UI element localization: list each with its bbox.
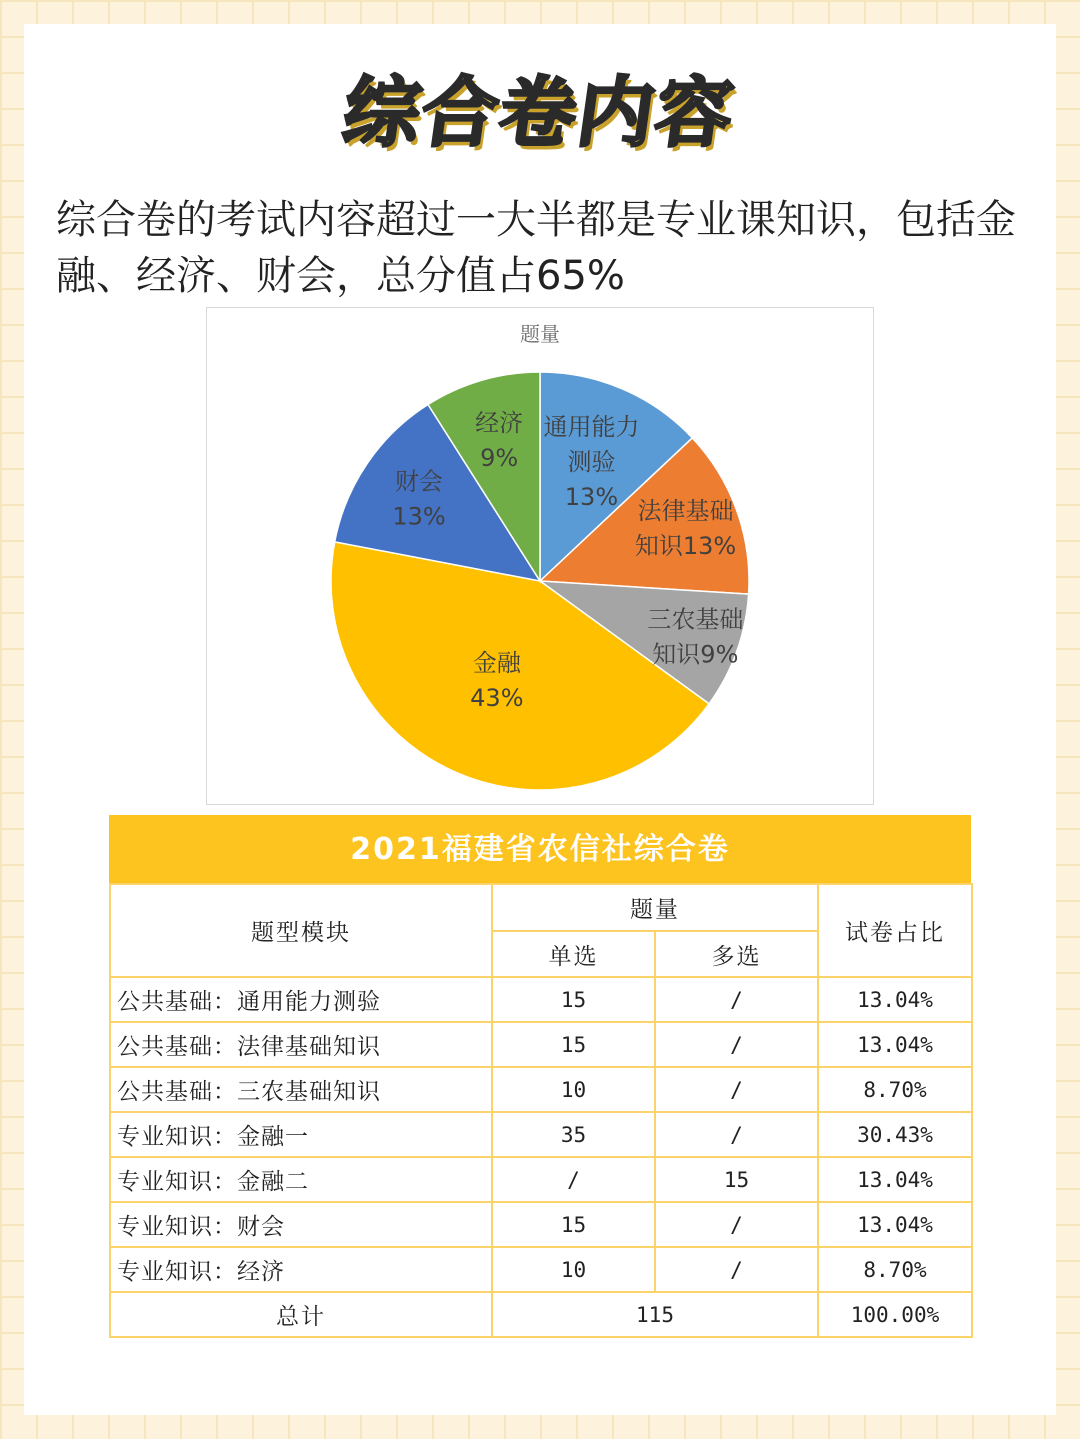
summary-table	[109, 815, 971, 1338]
total-label: 总计	[110, 1292, 492, 1337]
table-row	[110, 1202, 972, 1247]
slice-label: 金融 43%	[470, 649, 524, 713]
header-multi: 多选	[655, 931, 818, 977]
row-multi: /	[655, 1247, 818, 1292]
header-module: 题型模块	[110, 884, 492, 977]
row-multi: 15	[655, 1157, 818, 1202]
row-multi: /	[655, 1202, 818, 1247]
row-ratio: 30.43%	[818, 1112, 972, 1157]
table-body	[110, 977, 972, 1337]
slice-label: 法律基础知识13%	[634, 497, 737, 561]
table-row	[110, 1067, 972, 1112]
row-ratio: 13.04%	[818, 1157, 972, 1202]
row-ratio: 13.04%	[818, 1202, 972, 1247]
row-multi: /	[655, 1022, 818, 1067]
row-ratio: 8.70%	[818, 1067, 972, 1112]
header-count: 题量	[492, 884, 818, 931]
table-row	[110, 1247, 972, 1292]
table-title: 2021福建省农信社综合卷	[109, 815, 971, 883]
row-single: 15	[492, 1022, 655, 1067]
intro-text: 综合卷的考试内容超过一大半都是专业课知识，包括金融、经济、财会，总分值占65%	[56, 197, 1016, 299]
pie-slices	[331, 372, 749, 790]
row-name: 专业知识：金融二	[110, 1157, 492, 1202]
table-row	[110, 1157, 972, 1202]
page-title: 综合卷内容	[337, 68, 741, 157]
row-single: 35	[492, 1112, 655, 1157]
slice-label: 三农基础知识9%	[647, 605, 744, 669]
row-name: 专业知识：财会	[110, 1202, 492, 1247]
row-single: 10	[492, 1067, 655, 1112]
summary-grid	[109, 883, 973, 1338]
pie-chart	[206, 307, 874, 805]
row-multi: /	[655, 1067, 818, 1112]
table-row	[110, 977, 972, 1022]
slice-label: 财会 13%	[392, 467, 446, 531]
row-multi: /	[655, 1112, 818, 1157]
row-ratio: 13.04%	[818, 977, 972, 1022]
row-name: 公共基础：通用能力测验	[110, 977, 492, 1022]
pie-chart-svg	[207, 308, 873, 804]
table-row	[110, 1022, 972, 1067]
table-row	[110, 1112, 972, 1157]
slice-label: 经济 9%	[475, 409, 524, 473]
total-row	[110, 1292, 972, 1337]
total-count: 115	[492, 1292, 818, 1337]
slice-label: 通用能力测验 13%	[543, 413, 640, 512]
row-ratio: 13.04%	[818, 1022, 972, 1067]
row-ratio: 8.70%	[818, 1247, 972, 1292]
total-ratio: 100.00%	[818, 1292, 972, 1337]
row-name: 公共基础：法律基础知识	[110, 1022, 492, 1067]
row-single: 10	[492, 1247, 655, 1292]
header-ratio: 试卷占比	[818, 884, 972, 977]
row-single: 15	[492, 1202, 655, 1247]
row-single: /	[492, 1157, 655, 1202]
row-multi: /	[655, 977, 818, 1022]
chart-title: 题量	[520, 322, 560, 346]
row-name: 专业知识：经济	[110, 1247, 492, 1292]
header-single: 单选	[492, 931, 655, 977]
row-name: 专业知识：金融一	[110, 1112, 492, 1157]
row-single: 15	[492, 977, 655, 1022]
row-name: 公共基础：三农基础知识	[110, 1067, 492, 1112]
